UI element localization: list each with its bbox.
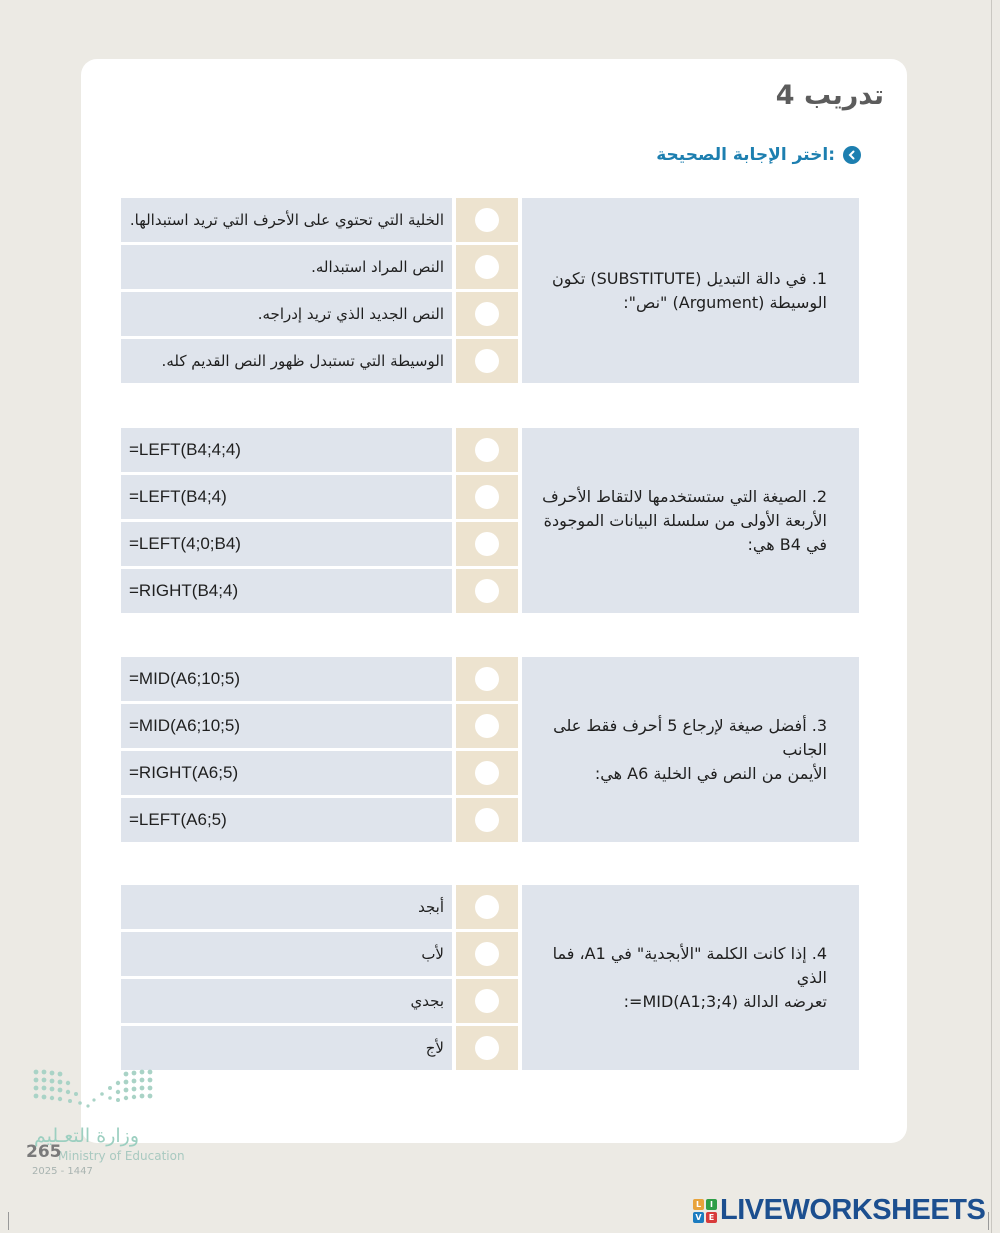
brand-letter: L (693, 1199, 704, 1210)
option-radio-cell (456, 475, 518, 519)
question-line: الأربعة الأولى من سلسلة البيانات الموجودة (543, 510, 827, 530)
brand-letter: V (693, 1212, 704, 1223)
question-4 (121, 885, 859, 1070)
question-line: 3. أفضل صيغة لإرجاع 5 أحرف فقط على الجانب (553, 715, 827, 759)
option-label: =MID(A6;10;5) (121, 704, 452, 748)
question-line: في B4 هي: (747, 534, 827, 554)
liveworksheets-logo[interactable] (693, 1194, 985, 1227)
question-2-text (522, 428, 859, 613)
option-row[interactable] (121, 522, 518, 566)
option-row[interactable] (121, 1026, 518, 1070)
option-radio-cell (456, 1026, 518, 1070)
question-3-text (522, 657, 859, 842)
page-edge-line (991, 0, 992, 1233)
option-radio-cell (456, 339, 518, 383)
option-row[interactable] (121, 932, 518, 976)
ministry-name-ar: وزارة التعـليم (34, 1125, 140, 1147)
option-radio-cell (456, 245, 518, 289)
radio-button[interactable] (475, 761, 499, 785)
option-radio-cell (456, 657, 518, 701)
option-label: الوسيطة التي تستبدل ظهور النص القديم كله. (121, 339, 452, 383)
radio-button[interactable] (475, 302, 499, 326)
option-radio-cell (456, 751, 518, 795)
option-radio-cell (456, 428, 518, 472)
question-4-text (522, 885, 859, 1070)
option-label: =MID(A6;10;5) (121, 657, 452, 701)
instruction (656, 145, 861, 165)
radio-button[interactable] (475, 349, 499, 373)
question-2 (121, 428, 859, 613)
question-line: 2. الصيغة التي ستستخدمها لالتقاط الأحرف (542, 486, 827, 506)
question-line: 4. إذا كانت الكلمة "الأبجدية" في A1، فما الذي (552, 943, 827, 987)
option-label: أبجد (121, 885, 452, 929)
question-line: الوسيطة (Argument) "نص": (623, 292, 827, 312)
question-line: تعرضه الدالة (MID(A1;3;4=: (623, 991, 827, 1011)
option-row[interactable] (121, 292, 518, 336)
brand-letter: E (706, 1212, 717, 1223)
option-radio-cell (456, 885, 518, 929)
radio-button[interactable] (475, 808, 499, 832)
option-label: =RIGHT(B4;4) (121, 569, 452, 613)
question-3 (121, 657, 859, 842)
radio-button[interactable] (475, 485, 499, 509)
radio-button[interactable] (475, 895, 499, 919)
option-radio-cell (456, 292, 518, 336)
radio-button[interactable] (475, 579, 499, 603)
brand-letter: I (706, 1199, 717, 1210)
option-row[interactable] (121, 569, 518, 613)
option-label: =LEFT(A6;5) (121, 798, 452, 842)
exercise-title: تدريب 4 (775, 80, 884, 111)
option-radio-cell (456, 704, 518, 748)
radio-button[interactable] (475, 714, 499, 738)
option-radio-cell (456, 522, 518, 566)
option-row[interactable] (121, 751, 518, 795)
option-label: لأج (121, 1026, 452, 1070)
liveworksheets-grid-icon (693, 1199, 717, 1223)
option-row[interactable] (121, 704, 518, 748)
radio-button[interactable] (475, 942, 499, 966)
option-radio-cell (456, 932, 518, 976)
option-label: =RIGHT(A6;5) (121, 751, 452, 795)
option-radio-cell (456, 569, 518, 613)
brand-text: LIVEWORKSHEETS (720, 1194, 986, 1226)
question-line: 1. في دالة التبديل (SUBSTITUTE) تكون (551, 268, 827, 288)
crop-mark (988, 1212, 989, 1230)
option-row[interactable] (121, 198, 518, 242)
radio-button[interactable] (475, 1036, 499, 1060)
option-label: لأب (121, 932, 452, 976)
option-row[interactable] (121, 339, 518, 383)
option-row[interactable] (121, 428, 518, 472)
option-label: الخلية التي تحتوي على الأحرف التي تريد استبدالها. (121, 198, 452, 242)
option-label: =LEFT(4;0;B4) (121, 522, 452, 566)
option-label: =LEFT(B4;4;4) (121, 428, 452, 472)
page-number: 265 (26, 1142, 62, 1162)
option-radio-cell (456, 798, 518, 842)
option-label: بجدي (121, 979, 452, 1023)
radio-button[interactable] (475, 208, 499, 232)
option-label: النص المراد استبداله. (121, 245, 452, 289)
option-row[interactable] (121, 475, 518, 519)
option-label: النص الجديد الذي تريد إدراجه. (121, 292, 452, 336)
option-row[interactable] (121, 245, 518, 289)
crop-mark (8, 1212, 9, 1230)
radio-button[interactable] (475, 989, 499, 1013)
option-radio-cell (456, 198, 518, 242)
chevron-left-circle-icon (843, 146, 861, 164)
option-label: =LEFT(B4;4) (121, 475, 452, 519)
option-row[interactable] (121, 885, 518, 929)
ministry-years: 2025 - 1447 (32, 1166, 93, 1177)
option-radio-cell (456, 979, 518, 1023)
option-row[interactable] (121, 657, 518, 701)
question-1 (121, 198, 859, 383)
ministry-name-en: Ministry of Education (58, 1149, 185, 1163)
radio-button[interactable] (475, 438, 499, 462)
question-1-text (522, 198, 859, 383)
question-line: الأيمن من النص في الخلية A6 هي: (594, 763, 827, 783)
radio-button[interactable] (475, 255, 499, 279)
option-row[interactable] (121, 979, 518, 1023)
radio-button[interactable] (475, 532, 499, 556)
radio-button[interactable] (475, 667, 499, 691)
option-row[interactable] (121, 798, 518, 842)
instruction-text: اختر الإجابة الصحيحة: (656, 145, 835, 165)
